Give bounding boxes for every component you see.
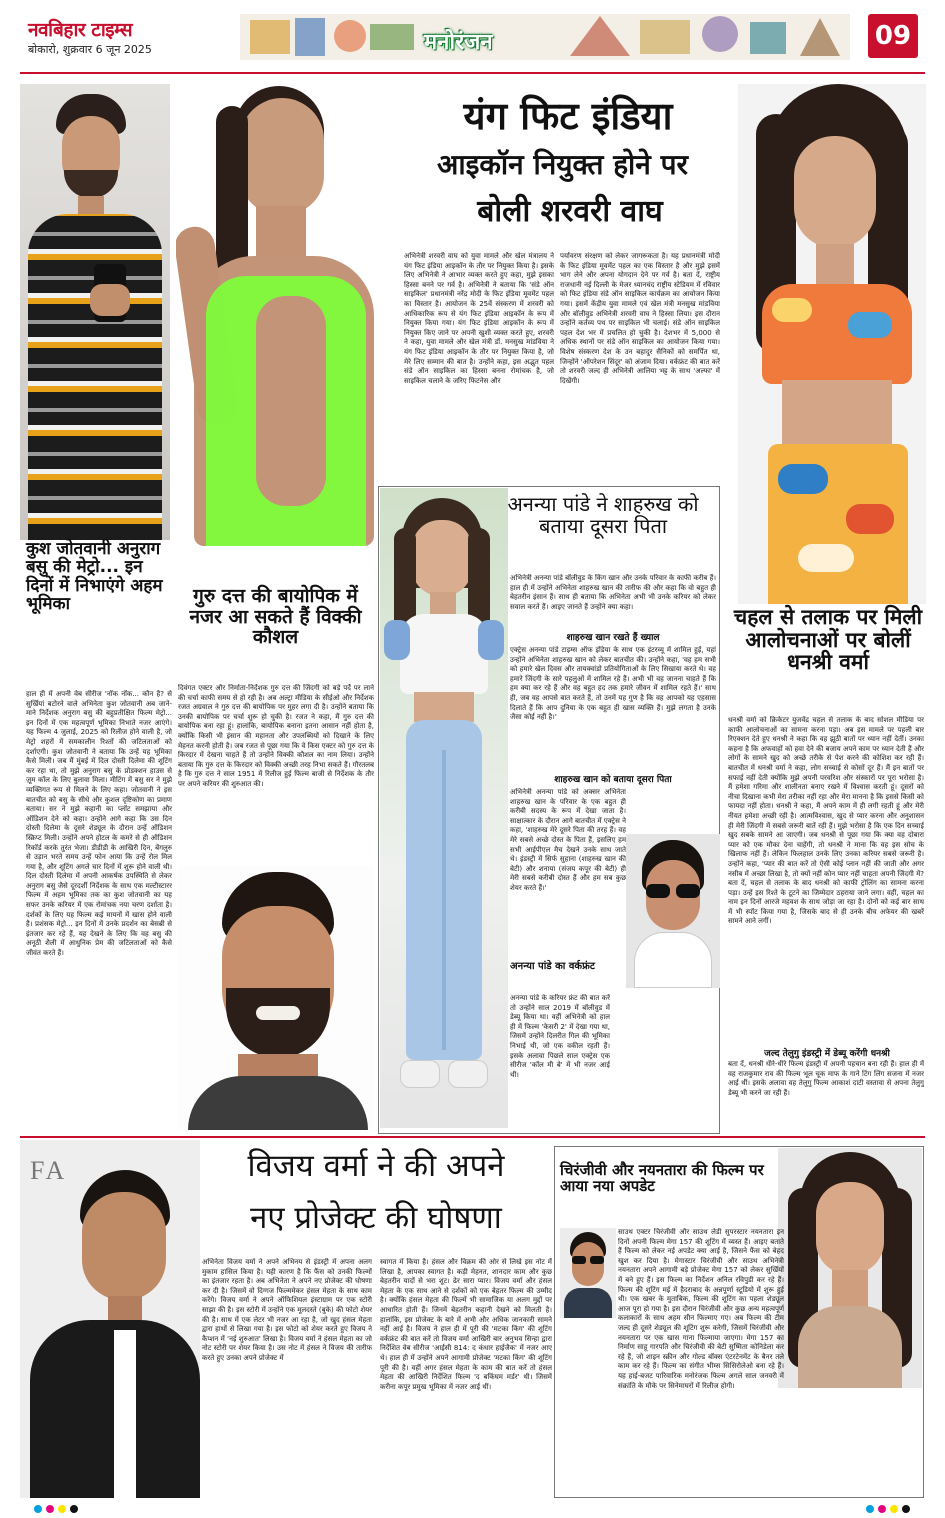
chiranjeevi-photo: [560, 1228, 616, 1318]
vijay-body-col1: अभिनेता विजय वर्मा ने अपने अभिनय से इंडस्ट्री में अपना अलग मुकाम हासिल किया है। यही कारण है कि फैंस को उनकी फिल्मों का इंतजार रहता है। अब अभिनेता ने अपने नए प्रोजेक्ट की घोषणा कर दी है। जिसमें वो दिग्गज फिल्ममेकर हंसल मेहता के साथ काम करेंगे। विजय वर्मा ने अपने ऑफिशियल इंस्टाग्राम पर एक स्टोरी साझा की है। इस स्टोरी में उन्होंने एक मूलदस्ते (बुके) की फोटो शेयर की है। साथ में एक लेटर भी नजर आ रहा है, जो खुद हंसल मेहता द्वारा हाथों से लिखा गया है। इस फोटो को शेयर करते हुए विजय ने कैप्शन में 'नई शुरुआत' लिखा है। विजय वर्मा ने हंसल मेहता का जो नोट स्टोरी पर शेयर किया है। उस नोट में हंसल ने विजय की तारीफ करते हुए उनका अपने प्रोजेक्ट में: [202, 1258, 372, 1362]
chiranjeevi-body: साउथ एक्टर चिरंजीवी और साउथ लेडी सुपरस्टार नयनतारा इन दिनों अपनी फिल्म मेगा 157 की शूटिंग में व्यस्त हैं। आइए बताते हैं फिल्म को लेकर नई अपडेट क्या आई है, जिसने फैंस को बेहद खुश कर दिया है। मेगास्टार चिरंजीवी और साउथ अभिनेत्री नयनतारा अपने आगामी बड़े प्रोजेक्ट मेगा 157 को लेकर सुर्खियों में बने हुए हैं। इस फिल्म का निर्देशन अनिल रविपुडी कर रहे हैं। फिल्म की शूटिंग मई में हैदराबाद के अन्नपूर्णा स्टूडियो में शुरू हुई थी। एक खबर के मुताबिक, फिल्म की शूटिंग का पहला शेड्यूल आज पूरा हो गया है। इस दौरान चिरंजीवी और कुछ अन्य महत्वपूर्ण कलाकारों के साथ अहम सीन फिल्माए गए। अब फिल्म की टीम जल्द ही दूसरे शेड्यूल की शूटिंग शुरू करेगी, जिसमें चिरंजीवी और नयनतारा पर एक खास गाना फिल्माया जाएगा। मेगा 157 का निर्माण साहू गारपति और चिरंजीवी की बेटी सुष्मिता कोनिडेला कर रहे हैं, जो शाइन स्क्रीन और गोल्ड बॉक्स एंटरटेनमेंट के बैनर तले काम कर रहे हैं। फिल्म का संगीत भीम्स सिसिरोलेओ बना रहे हैं। यह हाई-बजट पारिवारिक मनोरंजक फिल्म अगले साल जनवरी में संक्रांति के मौके पर सिनेमाघरों में रिलीज होगी।: [618, 1228, 784, 1390]
section-title: मनोरंजन: [424, 30, 493, 55]
ananya-subhead-2: शाहरुख खान को बताया दूसरा पिता: [554, 775, 672, 785]
sharvari-photo: [176, 86, 404, 546]
ananya-subhead-3: अनन्या पांडे का वर्कफ्रंट: [510, 961, 595, 972]
vicky-photo: [178, 866, 374, 1130]
ananya-body-3: अनन्या पांडे के करियर फ्रंट की बात करें तो उन्होंने साल 2019 में बॉलीवुड में डेब्यू किया था। वहीं अभिनेत्री को हाल ही में फिल्म 'केसरी 2' में देखा गया था, जिसमें उन्होंने दिलरीत गिल की भूमिका निभाई थी, जो एक वकील रहती हैं। इसके अलावा पिछले साल एक्ट्रेस एक सीरीज 'कॉल मी बे' में भी नजर आई थीं।: [510, 994, 610, 1079]
nayanthara-photo: [778, 1148, 922, 1388]
section-divider: [20, 1136, 925, 1138]
sharvari-headline-2: आइकॉन नियुक्त होने पर: [437, 148, 688, 181]
vijay-headline-1: विजय वर्मा ने की अपने: [247, 1148, 505, 1184]
ananya-headline: अनन्या पांडे ने शाहरुख को बताया दूसरा पिता: [507, 492, 699, 538]
dhanashree-body: धनश्री वर्मा को क्रिकेटर युजवेंद्र चहल से तलाक के बाद सोशल मीडिया पर काफी आलोचनाओं का सामना करना पड़ा। अब इस मामले पर पहली बार रिएक्शन देते हुए धनश्री ने कहा कि वह झूठी बातों पर ध्यान नहीं देतीं। उनका कहना है कि अफवाहों को हवा देने की बजाय अपने काम पर ध्यान देती हैं और लोगों के सामने खुद को अच्छे तरीके से पेश करने की कोशिश कर रही हैं। बातचीत में धनश्री वर्मा ने कहा, लोग सच्चाई से कोसों दूर हैं। मैं इन बातों पर सफाई नहीं देती क्योंकि मुझे अपनी परवरिश और संस्कारों पर पूरा भरोसा है। मैं हमेशा गरिमा और शालीनता बनाए रखने में विश्वास करती हूं। दूसरों को नीचा दिखाना कभी मेरा तरीका नहीं रहा और मेरा मानना है कि इससे किसी को फायदा नहीं होता। धनश्री ने कहा, मैं अपने काम में ही लगी रहती हूं और मेरी नीयत हमेशा अच्छी रही है। आत्मविश्वास, खुद से प्यार करना और अनुशासन ही मेरी जिंदगी में सबसे जरूरी बातें रही हैं। मुझे भरोसा है कि एक दिन सच्चाई खुद सबके सामने आ जाएगी। जब धनश्री से पूछा गया कि क्या वह दोबारा प्यार को एक मौका देना चाहेंगी, तो धनश्री ने माना कि वह इस सोच के खिलाफ नहीं हैं। लेकिन फिलहाल उनके लिए उनका करियर सबसे जरूरी है। उन्होंने कहा, 'प्यार की बात करें तो ऐसी कोई प्लान नहीं की जाती और अगर नसीब में अच्छा लिखा है, तो क्यों नहीं कोन प्यार नहीं चाहता अपनी जिंदगी में? बता दें, चहल से तलाक के बाद धनश्री को काफी ट्रोलिंग का सामना करना पड़ा। उन्हें इस रिश्ते के टूटने का जिम्मेदार ठहराया जाने लगा। वहीं, चहल का नाम इन दिनों आरजे महवश के साथ जोड़ा जा रहा है। दोनों को कई बार साथ में भी स्पॉट किया गया है, जिसके बाद से ही उनके बीच अफेयर की खबरें सामने आने लगीं।: [728, 716, 924, 926]
dhanashree-subhead: जल्द तेलुगु इंडस्ट्री में डेब्यू करेंगी धनश्री: [764, 1049, 890, 1059]
ananya-body-2: अभिनेत्री अनन्या पांडे को अक्सर अभिनेता शाहरुख खान के परिवार के एक बहुत ही करीबी सदस्य के रूप में देखा जाता है। साक्षात्कार के दौरान आगे बातचीत में एक्ट्रेस ने कहा, 'शाहरुख मेरे दूसरे पिता की तरह हैं। वह मेरे सबसे अच्छे दोस्त के पिता हैं, इसलिए हम सभी आईपीएल मैच देखने उनके साथ जाते थे। इंडस्ट्री में सिर्फ सुहाना (शाहरुख खान की बेटी) और शनाया (संजय कपूर की बेटी) ही मेरी सबसे करीबी दोस्त हैं और हम सब कुछ शेयर करते हैं।': [510, 788, 626, 892]
vicky-headline: गुरु दत्त की बायोपिक में नजर आ सकते हैं विक्की कौशल: [189, 585, 362, 649]
chiranjeevi-headline: चिरंजीवी और नयनतारा की फिल्म पर आया नया अपडेट: [560, 1161, 764, 1196]
ananya-photo: [380, 488, 508, 1128]
masthead: [0, 0, 945, 74]
vicky-body: दिवंगत एक्टर और निर्माता-निर्देशक गुरु दत्त की जिंदगी को बड़े पर्दे पर लाने की चर्चा काफी समय से हो रही है। अब अल्ट्रा मीडिया के सीईओ और निर्देशक रजत अग्रवाल ने गुरु दत्त की बायोपिक पर मुहर लगा दी है। उन्होंने बताया कि उनकी बायोपिक पर चर्चा शुरू हो चुकी है। रजत ने कहा, मैं गुरु दत्त की बायोपिक बना रहा हूं। हालांकि, बायोपिक बनाना इतना आसान नहीं होता है, क्योंकि किसी भी इंसान की महानता और उपलब्धियों को दिखाने के लिए मेहनत करनी होती है। जब रजत से पूछा गया कि वे किस एक्टर को गुरु दत्त के किरदार में देखना चाहते हैं तो उन्होंने विक्की कौशल का नाम लिया। उन्होंने बताया कि गुरु दत्त के किरदार को विक्की अच्छी तरह निभा सकते हैं। गौरतलब है कि गुरु दत्त ने साल 1951 में रिलीज हुई फिल्म बाजी से निर्देशक के तौर पर अपने करियर की शुरुआत की।: [178, 684, 374, 788]
ananya-intro: अभिनेत्री अनन्या पांडे बॉलीवुड के किंग खान और उनके परिवार के काफी करीब हैं। हाल ही में उन्होंने अभिनेता शाहरुख खान की तारीफ की और कहा कि वो बहुत ही बेहतरीन इंसान हैं। साथ ही बताया कि अभिनेता अभी भी उनके करियर को लेकर सवाल करते हैं। आइए जानते हैं उन्होंने क्या कहा।: [510, 574, 716, 611]
shahrukh-photo: [626, 834, 720, 988]
kush-body: हाल ही में अपनी वेब सीरीज 'नॉक नॉक... कौन है? से सुर्खियां बटोरने वाले अभिनेता कुश जोतवानी अब जाने-माने निर्देशक अनुराग बसु की बहुप्रतीक्षित फिल्म मेट्रो... इन दिनों में एक महत्वपूर्ण भूमिका निभाते नजर आएंगे। यह फिल्म 4 जुलाई, 2025 को रिलीज होने वाली है, जो मेट्रो शहरों में समकालीन रिश्तों की जटिलताओं को दर्शाएगी। कुश जोतवानी ने बताया कि उन्हें यह भूमिका कैसे मिली। जब मैं मुंबई में दिल दोस्ती दिलेमा की शूटिंग कर रहा था, तो मुझे अनुराग बसु के प्रोडक्शन हाउस से ज़ूम कॉल के लिए बुलावा मिला। मीटिंग में बसु सर ने मुझे व्यक्तिगत रूप से मिलने के लिए कहा। जोतवानी ने इस बातचीत को बसु के सीधे और कुशल दृष्टिकोण का प्रमाण बताया। सर ने मुझे कहानी का प्लॉट समझाया और ऑडिशन देने को कहा। उन्होंने आगे कहा कि उस दिन दोस्ती दिलेमा के दूसरे शेड्यूल के दौरान उन्हें ऑडिशन स्क्रिप्ट मिली। उन्होंने अपने होटल के कमरे से ही ऑडिशन रिकॉर्ड करके तुरंत भेजा। डीडीडी के आखिरी दिन, बेंगलुरु से उड़ान भरते समय उन्हें फोन आया कि उन्हें रोल मिल गया है, और शूटिंग अगले चार दिनों में शुरू होने वाली थी। दिल दोस्ती दिलेमा में अपनी आकर्षक उपस्थिति से लेकर अनुराग बसु जैसे दूरदर्शी निर्देशक के साथ एक मल्टीस्टारर फिल्म में अहम भूमिका तक का कुश जोतवानी का यह सफर उनके करियर में एक रोमांचक नया चरण दर्शाता है। दर्शकों के लिए यह फिल्म कई मायनों में खास होने वाली है। प्रशंसक मेट्रो... इन दिनों में उनके प्रदर्शन का बेसब्री से इंतजार कर रहे हैं, यह देखने के लिए कि वह बसु की अनूठी शैली में आधुनिक प्रेम की जटिलताओं को कैसे जीवंत करते हैं।: [26, 690, 172, 958]
vijay-backdrop-text: FA: [30, 1156, 68, 1185]
page-number: 09: [868, 14, 918, 58]
kush-photo: [20, 84, 170, 540]
sharvari-body-col2: पर्यावरण संरक्षण को लेकर जागरूकता है। यह प्रधानमंत्री मोदी के फिट इंडिया मूवमेंट पहल का एक विस्तार है और मुझे इसमें भाग लेने और अपना योगदान देने पर गर्व है। बता दें, राष्ट्रीय राजधानी नई दिल्ली के मेजर ध्यानचंद राष्ट्रीय स्टेडियम में रविवार को फिट इंडिया संडे ऑन साइकिल कार्यक्रम का आयोजन किया गया। इसमें केंद्रीय युवा मामले एवं खेल मंत्री मनसुख मांडविया और बॉलीवुड अभिनेत्री शरवरी वाघ ने हिस्सा लिया। इस दौरान उन्होंने कर्तव्य पथ पर साइकिल भी चलाई। संडे ऑन साइकिल पहल देश भर में प्रचलित हो चुकी है। देशभर में 5,000 से अधिक स्थानों पर संडे ऑन साइकिल का आयोजन किया गया। विशेष संस्करण देश के उन बहादुर सैनिकों को समर्पित था, जिन्होंने 'ऑपरेशन सिंदूर' को अंजाम दिया। वर्कफ्रंट की बात करें तो शरवरी जल्द ही अभिनेत्री आलिया भट्ट के साथ 'अल्फा' में दिखेंगी।: [560, 252, 720, 385]
masthead-rule: [20, 72, 925, 74]
paper-name: नवबिहार टाइम्स: [28, 19, 133, 41]
ananya-subhead-1: शाहरुख खान रखते हैं ख्याल: [566, 633, 660, 643]
dhanashree-headline: चहल से तलाक पर मिली आलोचनाओं पर बोलीं धनश्री वर्मा: [733, 605, 923, 675]
sharvari-headline-1: यंग फिट इंडिया: [463, 94, 673, 138]
vijay-photo: [20, 1140, 200, 1498]
sharvari-headline-3: बोली शरवरी वाघ: [477, 194, 663, 229]
sharvari-body-col1: अभिनेत्री शरवरी वाघ को युवा मामले और खेल मंत्रालय ने यंग फिट इंडिया आइकॉन के तौर पर नियुक्त किया है। इसके लिए अभिनेत्री ने आभार व्यक्त करते हुए कहा, मुझे इसका हिस्सा बनने पर गर्व है। अभिनेत्री ने बताया कि 'संडे ऑन साइकिल' प्रधानमंत्री नरेंद्र मोदी के फिट इंडिया मूवमेंट पहल का विस्तार है। आयोजन के 25वें संस्करण में शरवरी को आधिकारिक रूप से यंग फिट इंडिया आइकॉन के रूप में नियुक्त किया गया। यंग फिट इंडिया आइकॉन के रूप में नियुक्त किए जाने पर अपनी खुशी व्यक्त करते हुए, शरवरी ने कहा, युवा मामले और खेल मंत्री डॉ. मनसुख मांडविया ने यंग फिट इंडिया आइकॉन के तौर पर नियुक्त किया है, जो मेरे लिए सम्मान की बात है। उन्होंने कहा, इस अद्भुत पहल संडे ऑन साइकिल का हिस्सा बनना रोमांचक है, जो साइकिल चलाने के जरिए फिटनेस और: [404, 252, 554, 385]
dhanashree-body-2: बता दें, धनश्री धीरे-धीरे फिल्म इंडस्ट्री में अपनी पहचान बना रही हैं। हाल ही में वह राजकुमार राव की फिल्म भूल चूक माफ के गाने टिंग लिंग सजना में नजर आई थीं। इसके अलावा वह तेलुगु फिल्म आकाशं दाटी वस्तावा से अपना तेलुगु डेब्यू भी करने जा रही हैं।: [728, 1060, 924, 1097]
section-banner-art: [240, 6, 850, 66]
date-line: बोकारो, शुक्रवार 6 जून 2025: [28, 43, 152, 56]
ananya-body-1: एक्ट्रेस अनन्या पांडे टाइम्स ऑफ इंडिया के साथ एक इंटरव्यू में शामिल हुईं, यहां उन्होंने अभिनेता शाहरुख खान को लेकर बातचीत की। उन्होंने कहा, 'वह हम सभी को हमारे खेल दिवस और तायक्वांडो प्रतियोगिताओं के लिए सिखाया करते थे। वह हमारे जिंदगी के सारे पहलुओं में शामिल रहे हैं। अभी भी वह जानना चाहते हैं कि हम क्या कर रहे हैं और वह बहुत हद तक हमारे जीवन में शामिल रहते हैं।' साथ ही, जब वह आपसे बात करते हैं, तो उनमें यह गुण है कि वह आपको यह एहसास दिलाते हैं कि आप दुनिया के एक बहुत ही खास व्यक्ति हैं। मुझे लगता है उनके जैसा कोई नहीं है।': [510, 646, 716, 722]
vijay-body-col2: स्वागत में किया है। हंसल और विक्रम की ओर से लिखे इस नोट में लिखा है, आपका स्वागत है। कड़ी मेहनत, शानदार काम और कुछ बेहतरीन यादों से भरा शूट। ढेर सारा प्यार। विजय वर्मा और हंसल मेहता के एक साथ आने से दर्शकों को एक बेहतर फिल्म की उम्मीद है। क्योंकि हंसल मेहता की फिल्में भी सामाजिक या अलग मुद्दों पर आधारित होती हैं। जिनमें बेहतरीन कहानी देखने को मिलती है। हालांकि, इस प्रोजेक्ट के बारे में अभी और अधिक जानकारी सामने नहीं आई है। विजय ने हाल ही में पूरी की 'मटका किंग' की शूटिंग वर्कफ्रंट की बात करें तो विजय वर्मा आखिरी बार अनुभव सिन्हा द्वारा निर्देशित वेब सीरीज 'आईसी 814: द कंधार हाईजैक' में नजर आए थे। हाल ही में उन्होंने अपने आगामी प्रोजेक्ट 'मटका किंग' की शूटिंग पूरी की है। वहीं अगर हंसल मेहता के काम की बात करें तो हंसल मेहता की आखिरी निर्देशित फिल्म 'द बकिंघम मर्डर' थी। जिसमें करीना कपूर प्रमुख भूमिका में नजर आई थीं।: [380, 1258, 552, 1391]
registration-marks: [0, 1500, 945, 1518]
kush-headline: कुश जोतवानी अनुराग बसु की मेट्रो... इन दिनों में निभाएंगे अहम भूमिका: [26, 539, 163, 615]
vijay-headline-2: नए प्रोजेक्ट की घोषणा: [250, 1200, 502, 1236]
dhanashree-photo: [738, 84, 926, 604]
